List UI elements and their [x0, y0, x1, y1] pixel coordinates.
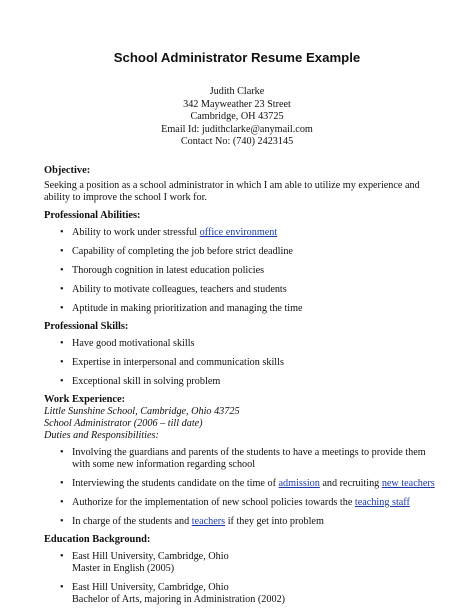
- list-item-text: Ability to motivate colleagues, teachers and students: [72, 284, 287, 295]
- contact-city: Cambridge, OH 43725: [190, 111, 284, 122]
- education-degree: Bachelor of Arts, majoring in Administration (2002): [72, 594, 286, 605]
- list-item: [44, 516, 444, 528]
- list-item: [44, 265, 444, 277]
- list-item: [44, 497, 444, 509]
- resume-body: [44, 164, 444, 606]
- list-item-text: Ability to work under stressful: [72, 227, 200, 238]
- contact-phone: Contact No: (740) 2423145: [180, 136, 294, 147]
- list-item: [44, 478, 444, 490]
- experience-heading: Work Experience:: [44, 394, 126, 405]
- education-list: [44, 551, 444, 606]
- list-item-text: Interviewing the students candidate on the time of: [72, 478, 279, 489]
- abilities-heading: Professional Abilities:: [44, 210, 141, 221]
- bullet-icon: •: [60, 303, 64, 314]
- list-item-text: Authorize for the implementation of new school policies towards the: [72, 497, 355, 508]
- list-item: [44, 227, 444, 239]
- list-item-text: and recruiting: [319, 478, 382, 489]
- list-item: [44, 357, 444, 369]
- list-item: [44, 582, 444, 606]
- education-heading: Education Background:: [44, 534, 151, 545]
- bullet-icon: •: [60, 357, 64, 368]
- admission-link[interactable]: admission: [278, 478, 320, 489]
- abilities-list: [44, 227, 444, 315]
- bullet-icon: •: [60, 497, 64, 508]
- objective-heading: Objective:: [44, 165, 91, 176]
- bullet-icon: •: [60, 376, 64, 387]
- bullet-icon: •: [60, 478, 64, 489]
- list-item: [44, 338, 444, 350]
- list-item: [44, 284, 444, 296]
- teachers-link[interactable]: teachers: [191, 516, 226, 527]
- duties-heading: Duties and Responsibilities:: [44, 430, 159, 441]
- contact-email: Email Id: judithclarke@anymail.com: [161, 123, 313, 135]
- list-item: [44, 447, 444, 471]
- list-item: [44, 303, 444, 315]
- teaching-staff-link[interactable]: teaching staff: [354, 497, 410, 508]
- list-item-text: Aptitude in making prioritization and managing the time: [72, 303, 303, 314]
- bullet-icon: •: [60, 551, 64, 562]
- contact-block: [0, 86, 474, 149]
- employer: Little Sunshine School, Cambridge, Ohio 43725: [44, 406, 240, 417]
- skills-heading: Professional Skills:: [44, 321, 129, 332]
- list-item: [44, 246, 444, 258]
- contact-street: 342 Mayweather 23 Street: [183, 98, 291, 110]
- objective-text: Seeking a position as a school administrator in which I am able to utilize my experience and ability to improve the school I work for.: [44, 180, 420, 203]
- education-school: East Hill University, Cambridge, Ohio: [72, 551, 229, 562]
- bullet-icon: •: [60, 265, 64, 276]
- bullet-icon: •: [60, 338, 64, 349]
- list-item: [44, 551, 444, 575]
- duties-list: [44, 447, 444, 528]
- list-item-text: Involving the guardians and parents of the students to have a meetings to provide them with some new information regarding school: [72, 447, 426, 470]
- bullet-icon: •: [60, 516, 64, 527]
- bullet-icon: •: [60, 284, 64, 295]
- role: School Administrator (2006 – till date): [44, 418, 203, 429]
- list-item-text: Thorough cognition in latest education policies: [72, 265, 265, 276]
- contact-name: Judith Clarke: [209, 86, 265, 97]
- bullet-icon: •: [60, 447, 64, 458]
- skills-list: [44, 338, 444, 388]
- list-item-text: Capability of completing the job before strict deadline: [72, 246, 293, 257]
- list-item: [44, 376, 444, 388]
- page-title: School Administrator Resume Example: [113, 50, 361, 65]
- bullet-icon: •: [60, 227, 64, 238]
- list-item-text: if they get into problem: [225, 516, 324, 527]
- list-item-text: Expertise in interpersonal and communication skills: [72, 357, 284, 368]
- list-item-text: Have good motivational skills: [72, 338, 195, 349]
- bullet-icon: •: [60, 582, 64, 593]
- office-environment-link[interactable]: office environment: [199, 227, 278, 238]
- education-school: East Hill University, Cambridge, Ohio: [72, 582, 229, 593]
- bullet-icon: •: [60, 246, 64, 257]
- education-degree: Master in English (2005): [72, 563, 175, 574]
- list-item-text: In charge of the students and: [72, 516, 192, 527]
- new-teachers-link[interactable]: new teachers: [381, 478, 435, 489]
- list-item-text: Exceptional skill in solving problem: [72, 376, 221, 387]
